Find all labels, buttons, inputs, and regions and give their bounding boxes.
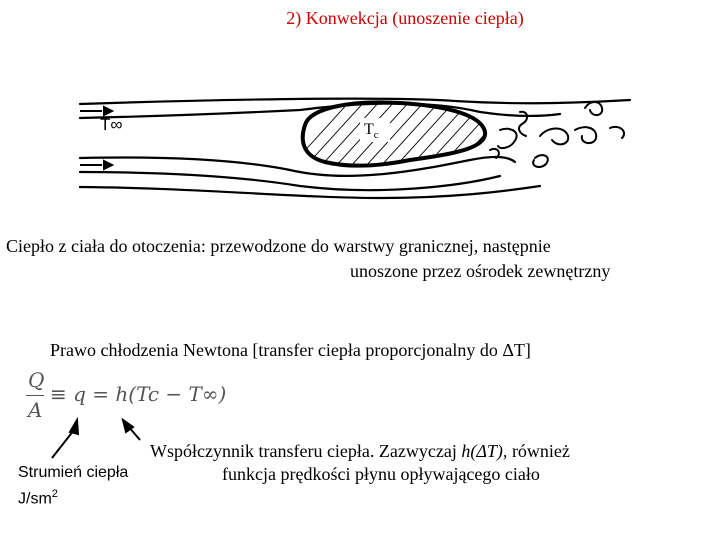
slide-title: 2) Konwekcja (unoszenie ciepła) (286, 8, 524, 28)
formula-denominator: A (28, 398, 43, 422)
eddy-7 (533, 155, 548, 167)
eddy-6 (610, 127, 624, 138)
heat-flux-unit-exponent: 2 (51, 488, 58, 500)
heat-flux-unit-base: J/sm (18, 490, 52, 508)
coefficient-text: Współczynnik transferu ciepła. Zazwyczaj (150, 441, 457, 461)
tc-label-main: T (364, 121, 374, 138)
tc-label-sub: c (373, 129, 379, 142)
wake-eddies (490, 102, 624, 167)
coefficient-line-1 (150, 441, 570, 462)
coefficient-end: również (511, 441, 570, 461)
description-line-1: Ciepło z ciała do otoczenia: przewodzone do warstwy granicznej, następnie (6, 236, 551, 256)
formula-equation: ≡ q = h(Tc − T∞) (50, 382, 227, 406)
heat-flux-label: Strumień ciepła (18, 464, 129, 481)
eddy-5 (575, 127, 596, 143)
newton-law-text: Prawo chłodzenia Newtona [transfer ciepła proporcjonalny do ΔT] (50, 340, 531, 360)
eddy-3 (498, 129, 517, 148)
coefficient-symbol: h(ΔT), (461, 441, 508, 461)
eddy-1 (585, 102, 602, 115)
newton-formula (22, 368, 232, 432)
coefficient-line-2: funkcja prędkości płynu opływającego ciało (222, 464, 540, 484)
formula-numerator: Q (28, 368, 45, 392)
eddy-4 (540, 129, 568, 145)
arrow-to-flux (52, 430, 74, 458)
t-infinity-label: T∞ (100, 115, 123, 134)
heat-flux-unit (18, 488, 58, 508)
formula-fraction-bar (26, 395, 44, 396)
description-line-2: unoszone przez ośrodek zewnętrzny (350, 261, 611, 281)
tc-label (364, 121, 379, 141)
